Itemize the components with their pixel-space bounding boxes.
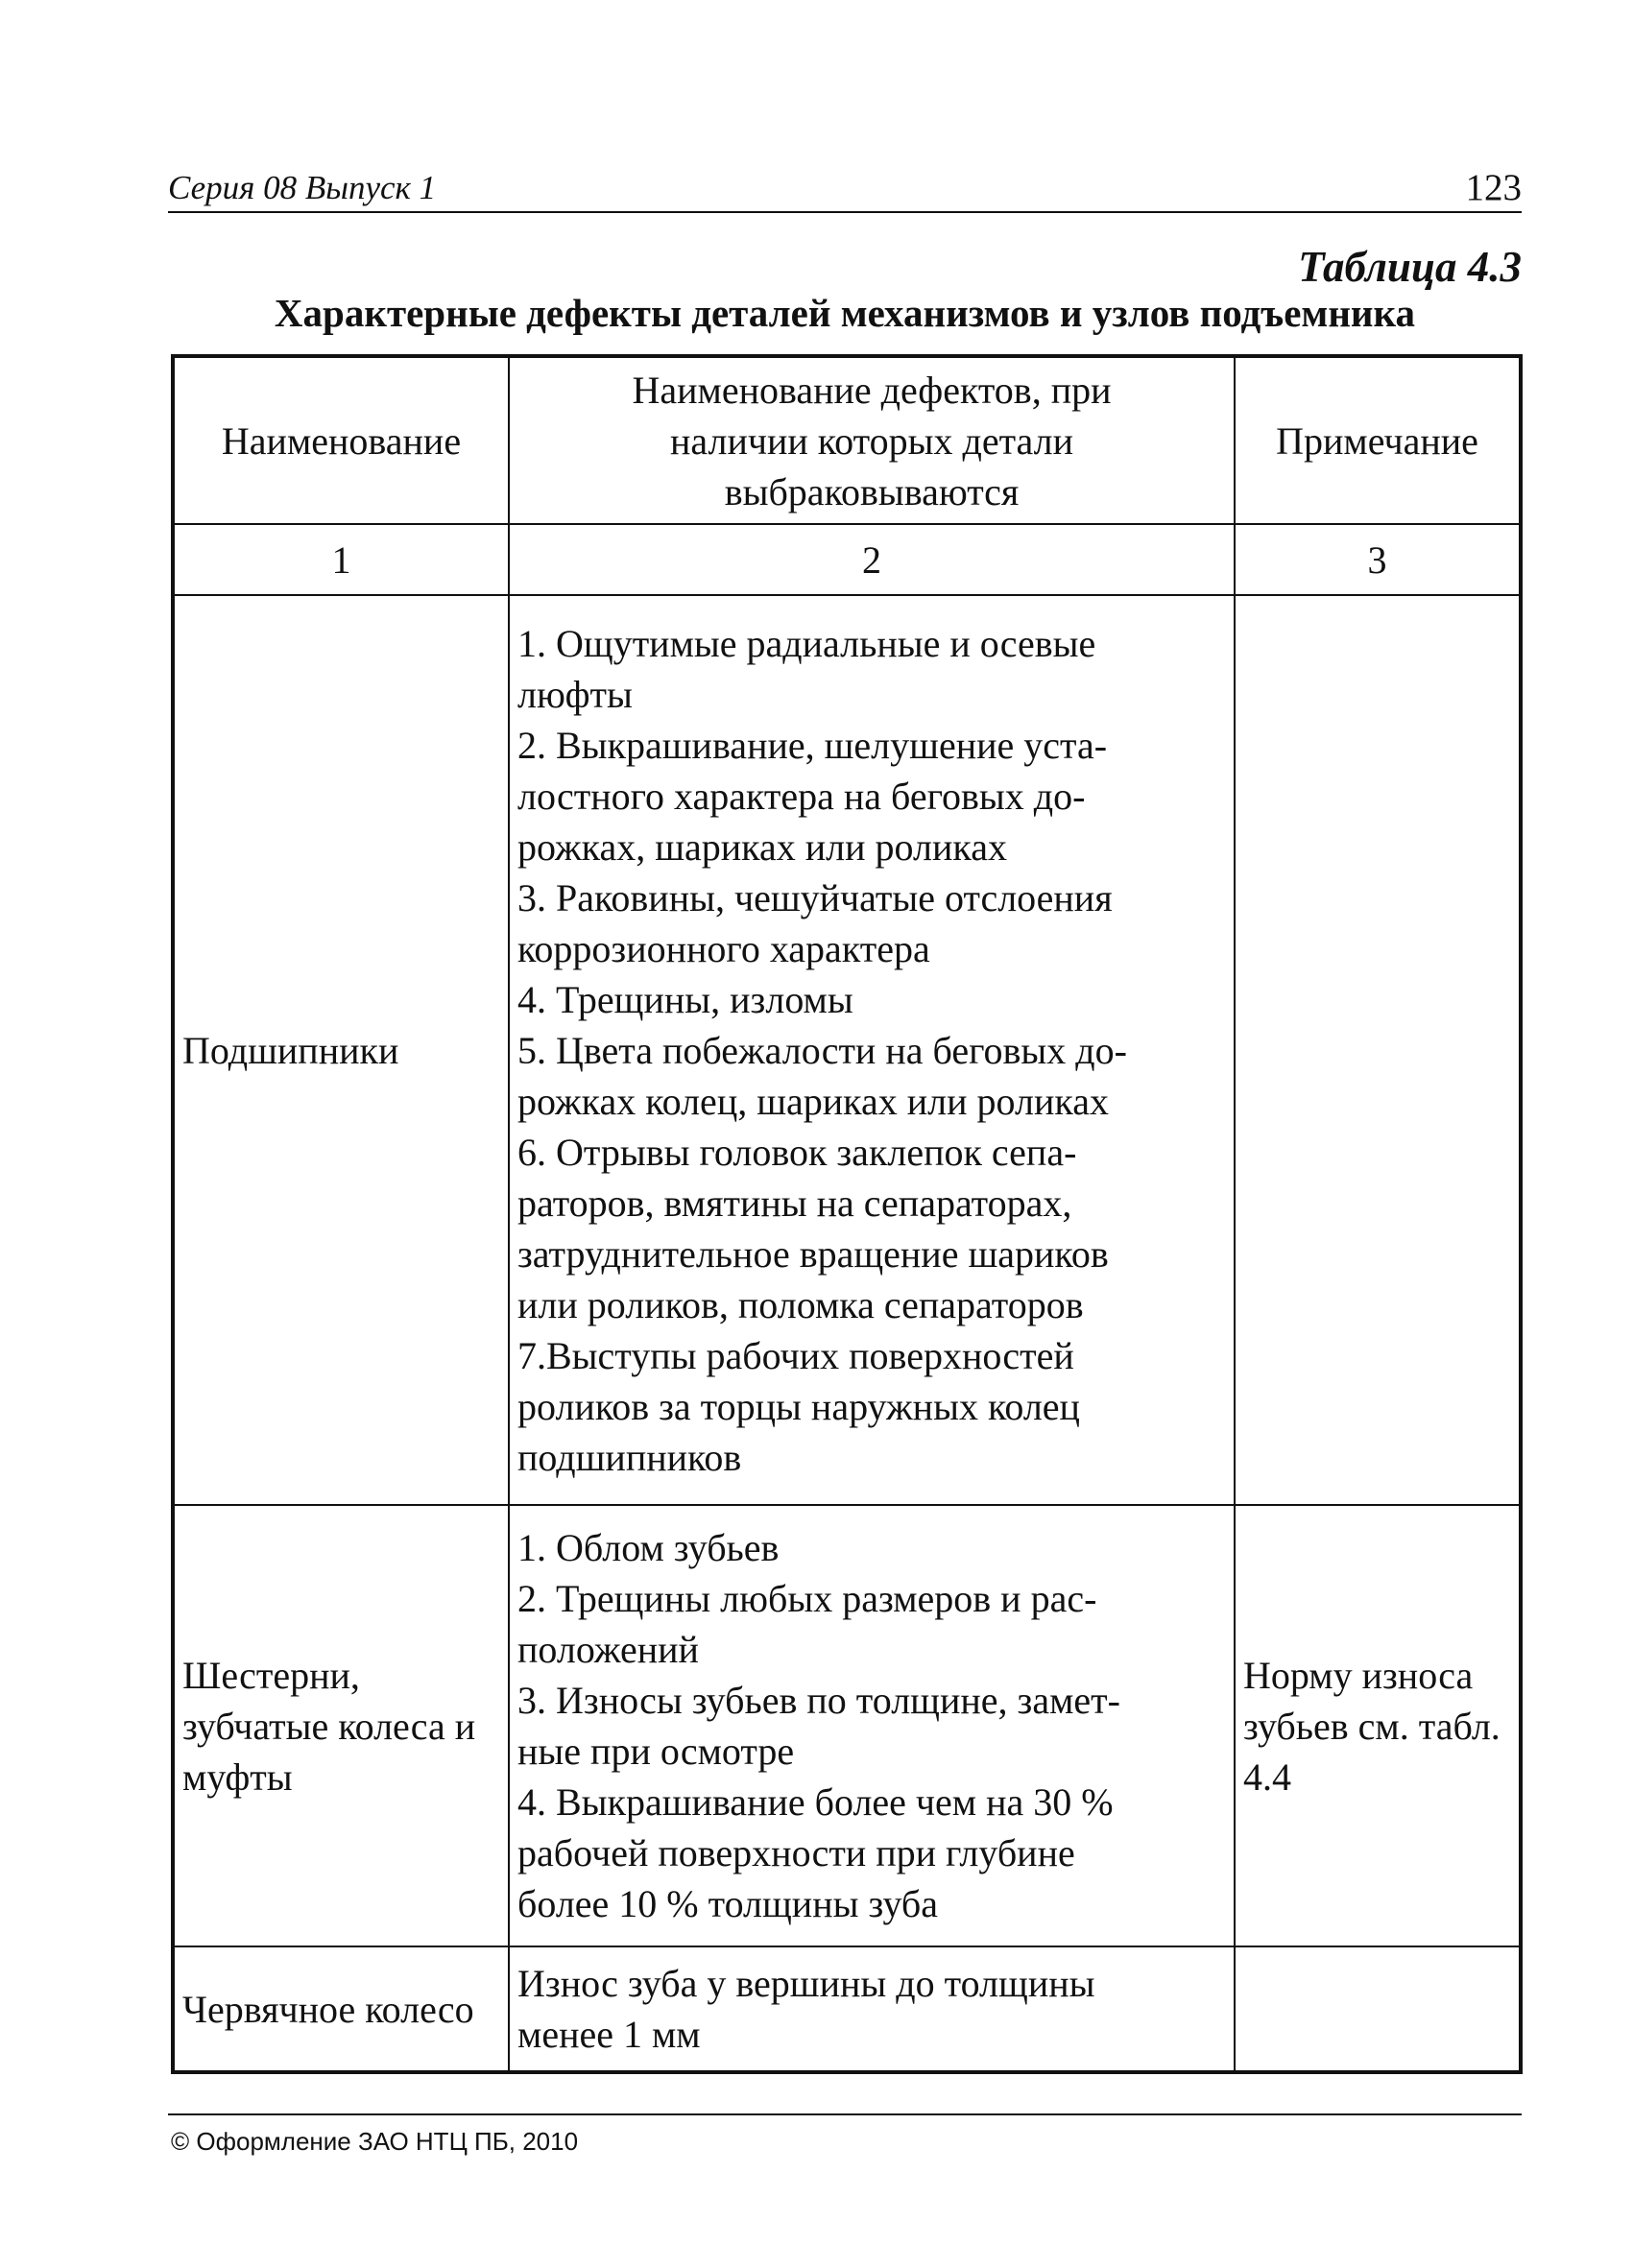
defect-line: 5. Цвета побежалости на беговых до- <box>517 1028 1127 1072</box>
column-header-defects-line: Наименование дефектов, при <box>632 368 1112 412</box>
table-row <box>173 1505 1521 1946</box>
page-number: 123 <box>1465 167 1522 208</box>
note-line: зубьев см. <box>1243 1704 1409 1748</box>
footer-divider <box>168 2113 1522 2115</box>
defect-line: 4. Выкрашивание более чем на 30 % <box>517 1780 1114 1824</box>
defect-line: Износ зуба у вершины до толщины <box>517 1962 1095 2005</box>
column-header-defects-line: наличии которых детали <box>669 418 1074 463</box>
series-label: Серия 08 Выпуск 1 <box>168 169 437 206</box>
column-number: 3 <box>1235 524 1521 595</box>
defect-line: менее 1 мм <box>517 2013 701 2056</box>
defect-line: лостного характера на беговых до- <box>517 774 1086 818</box>
defect-line: подшипников <box>517 1435 742 1479</box>
column-header-note: Примечание <box>1235 356 1521 524</box>
defects-cell <box>509 1946 1235 2072</box>
defect-line: 1. Облом зубьев <box>517 1526 780 1569</box>
note-line: износа <box>1361 1653 1474 1697</box>
defects-cell <box>509 1505 1235 1946</box>
part-name-line: Червячное <box>182 1987 356 2031</box>
defect-line: раторов, вмятины на сепараторах, <box>517 1181 1072 1225</box>
column-header-name: Наименование <box>173 356 509 524</box>
part-name-line: и муфты <box>182 1704 476 1799</box>
table-label: Таблица 4.3 <box>1298 243 1522 291</box>
column-header-defects <box>509 356 1235 524</box>
defect-line: роликов за торцы наружных колец <box>517 1384 1080 1428</box>
part-name-cell <box>173 1505 509 1946</box>
part-name-cell <box>173 595 509 1505</box>
table-row <box>173 1946 1521 2072</box>
defect-line: 6. Отрывы головок заклепок сепа- <box>517 1130 1077 1174</box>
defect-line: 2. Трещины любых размеров и рас- <box>517 1577 1097 1620</box>
defect-line: рожках колец, шариках или роликах <box>517 1079 1109 1123</box>
defect-line: 2. Выкрашивание, шелушение уста- <box>517 723 1108 767</box>
table-row <box>173 595 1521 1505</box>
column-number: 1 <box>173 524 509 595</box>
column-number: 2 <box>509 524 1235 595</box>
column-header-defects-line: выбраковываются <box>724 469 1020 513</box>
defect-line: люфты <box>517 672 633 716</box>
note-line: Норму <box>1243 1653 1353 1697</box>
part-name-line: Шестерни, <box>182 1653 360 1697</box>
defect-line: коррозионного характера <box>517 926 930 970</box>
defects-table <box>171 354 1523 2074</box>
defect-line: затруднительное вращение шариков <box>517 1231 1109 1276</box>
footer-copyright: © Оформление ЗАО НТЦ ПБ, 2010 <box>171 2127 579 2156</box>
part-name-line: зубчатые колеса <box>182 1704 445 1748</box>
running-header <box>168 165 1522 213</box>
note-cell <box>1235 595 1521 1505</box>
note-line: табл. 4.4 <box>1243 1704 1501 1799</box>
table-title: Характерные дефекты деталей механизмов и узлов подъемника <box>274 291 1416 335</box>
defect-line: 3. Износы зубьев по толщине, замет- <box>517 1679 1120 1722</box>
defect-line: более 10 % толщины зуба <box>517 1882 939 1925</box>
part-name-line: колесо <box>365 1987 474 2031</box>
defect-line: 4. Трещины, изломы <box>517 977 853 1021</box>
table-header-row <box>173 356 1521 524</box>
defect-line: 7.Выступы рабочих поверхностей <box>517 1333 1074 1377</box>
defect-line: 3. Раковины, чешуйчатые отслоения <box>517 875 1113 919</box>
defect-line: положений <box>517 1628 699 1671</box>
part-name-line: Подшипники <box>182 1028 399 1072</box>
note-cell <box>1235 1505 1521 1946</box>
part-name-cell <box>173 1946 509 2072</box>
note-cell <box>1235 1946 1521 2072</box>
defect-line: 1. Ощутимые радиальные и осевые <box>517 621 1096 665</box>
defect-line: ные при осмотре <box>517 1730 795 1773</box>
defect-line: рабочей поверхности при глубине <box>517 1831 1075 1874</box>
defect-line: рожках, шариках или роликах <box>517 824 1007 869</box>
defects-cell <box>509 595 1235 1505</box>
defect-line: или роликов, поломка сепараторов <box>517 1282 1084 1326</box>
column-number-row <box>173 524 1521 595</box>
